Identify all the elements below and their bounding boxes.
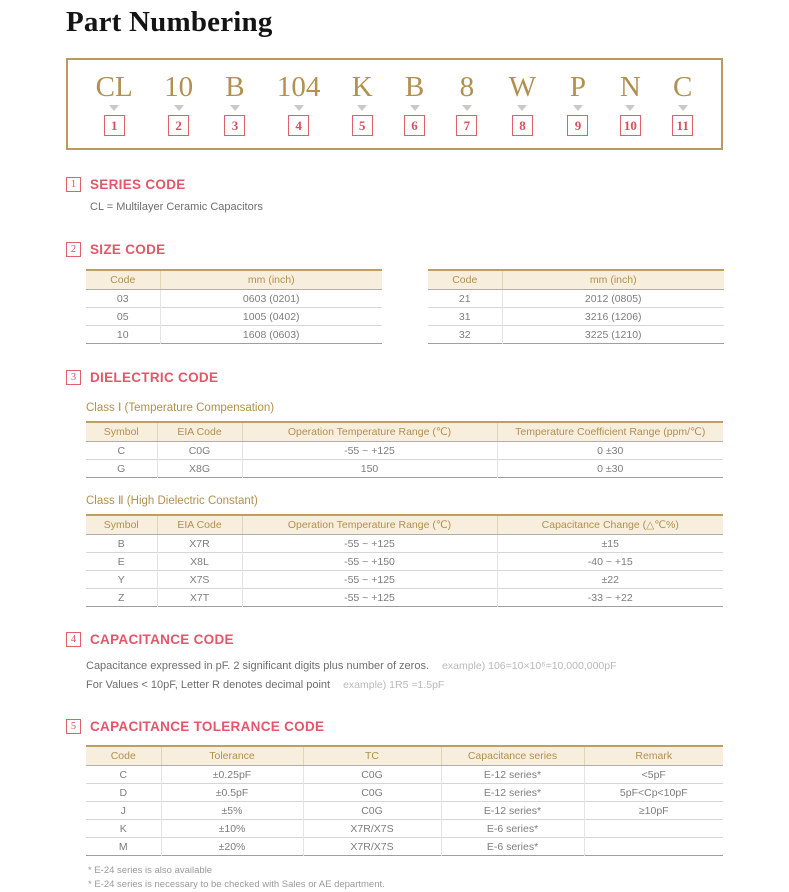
table-row	[86, 535, 723, 553]
table-header-cell: mm (inch)	[502, 270, 724, 290]
part-number-segment	[456, 72, 477, 136]
table-header-row	[86, 270, 382, 290]
table-header-cell: Capacitance series	[441, 746, 584, 766]
section-number-badge: 4	[66, 632, 81, 647]
arrow-down-icon	[357, 105, 367, 111]
digit-position-badge: 1	[104, 115, 125, 136]
capacitance-description-line1	[86, 660, 723, 672]
section-number-badge: 2	[66, 242, 81, 257]
example-text: example) 106=10×10⁶=10,000,000pF	[442, 660, 617, 673]
table-cell: -55 ~ +125	[242, 571, 497, 589]
table-cell: C0G	[303, 784, 441, 802]
table-cell: 2012 (0805)	[502, 290, 724, 308]
table-header-cell: Code	[428, 270, 502, 290]
size-code-tables	[86, 269, 723, 344]
arrow-down-icon	[109, 105, 119, 111]
table-row	[86, 326, 382, 344]
size-code-table-right	[428, 269, 724, 344]
table-cell: ±5%	[161, 802, 303, 820]
section-title: SERIES CODE	[90, 177, 186, 193]
table-cell: 5pF<Cp<10pF	[584, 784, 723, 802]
table-cell: E-12 series*	[441, 802, 584, 820]
table-header-cell: mm (inch)	[160, 270, 382, 290]
class2-label: Class Ⅱ (High Dielectric Constant)	[86, 495, 258, 508]
table-header-cell: TC	[303, 746, 441, 766]
table-cell: 05	[86, 308, 160, 326]
section-number-badge: 3	[66, 370, 81, 385]
table-cell: 0 ±30	[497, 442, 723, 460]
table-cell: -55 ~ +125	[242, 442, 497, 460]
table-cell: ≥10pF	[584, 802, 723, 820]
part-code: C	[673, 71, 693, 104]
section-tolerance-heading	[66, 719, 723, 734]
table-row	[86, 589, 723, 607]
table-cell	[584, 838, 723, 856]
part-number-diagram	[66, 58, 723, 150]
table-row	[86, 820, 723, 838]
table-header-cell: Operation Temperature Range (℃)	[242, 515, 497, 535]
section-dielectric-heading	[66, 370, 723, 385]
table-header-row	[86, 746, 723, 766]
table-cell: -55 ~ +125	[242, 589, 497, 607]
series-description: CL = Multilayer Ceramic Capacitors	[90, 201, 263, 214]
arrow-down-icon	[517, 105, 527, 111]
section-capacitance-heading	[66, 632, 723, 647]
table-row	[86, 290, 382, 308]
footnotes	[88, 864, 723, 892]
table-cell: X7S	[157, 571, 242, 589]
arrow-down-icon	[410, 105, 420, 111]
tolerance-table	[86, 745, 723, 856]
dielectric-class2-table	[86, 514, 723, 607]
table-header-cell: EIA Code	[157, 422, 242, 442]
part-code: 8	[459, 71, 475, 104]
digit-position-badge: 4	[288, 115, 309, 136]
table-cell: C	[117, 444, 126, 457]
table-header-row	[428, 270, 724, 290]
table-cell: -33 ~ +22	[497, 589, 723, 607]
table-cell: 1005 (0402)	[160, 308, 382, 326]
table-cell: X8L	[157, 553, 242, 571]
table-row	[86, 308, 382, 326]
table-cell: 32	[428, 326, 502, 344]
part-number-segment	[509, 72, 536, 136]
part-code: 10	[164, 71, 194, 104]
part-number-segment	[352, 72, 373, 136]
table-cell: ±0.5pF	[161, 784, 303, 802]
part-number-segment	[404, 72, 425, 136]
table-cell: C0G	[303, 766, 441, 784]
section-size-heading	[66, 242, 723, 257]
table-row	[86, 838, 723, 856]
table-cell: 21	[458, 292, 471, 305]
table-cell: C	[119, 768, 128, 781]
arrow-down-icon	[573, 105, 583, 111]
section-number-badge: 1	[66, 177, 81, 192]
part-code: P	[569, 71, 587, 104]
capacitance-rule-text: Capacitance expressed in pF. 2 significant digits plus number of zeros.	[86, 660, 430, 673]
table-cell: 150	[242, 460, 497, 478]
capacitance-description-line2	[86, 679, 723, 691]
table-cell: 10	[86, 326, 160, 344]
table-cell: E-6 series*	[441, 838, 584, 856]
part-number-segment	[224, 72, 245, 136]
table-header-cell: Symbol	[86, 422, 157, 442]
part-number-segment	[672, 72, 693, 136]
table-cell: E-6 series*	[441, 820, 584, 838]
table-cell: 3225 (1210)	[502, 326, 724, 344]
example-text: example) 1R5 =1.5pF	[343, 679, 445, 692]
table-cell: -40 ~ +15	[497, 553, 723, 571]
capacitance-rule-text: For Values < 10pF, Letter R denotes decimal point	[86, 679, 331, 692]
table-cell: X7R	[157, 535, 242, 553]
table-cell: 0 ±30	[497, 460, 723, 478]
part-number-segment	[567, 72, 588, 136]
dielectric-class1-table	[86, 421, 723, 478]
section-title: CAPACITANCE TOLERANCE CODE	[90, 719, 325, 735]
digit-position-badge: 5	[352, 115, 373, 136]
table-cell: X7R/X7S	[303, 820, 441, 838]
table-cell: ±22	[497, 571, 723, 589]
section-number-badge: 5	[66, 719, 81, 734]
arrow-down-icon	[230, 105, 240, 111]
table-cell: C0G	[303, 802, 441, 820]
digit-position-badge: 11	[672, 115, 693, 136]
table-cell: B	[117, 537, 125, 550]
table-header-cell: Temperature Coefficient Range (ppm/℃)	[497, 422, 723, 442]
table-cell: ±20%	[161, 838, 303, 856]
table-row	[86, 784, 723, 802]
size-code-table-left	[86, 269, 382, 344]
section-series-heading	[66, 177, 723, 192]
arrow-down-icon	[294, 105, 304, 111]
section-title: SIZE CODE	[90, 242, 166, 258]
table-row	[86, 553, 723, 571]
table-cell: M	[86, 838, 161, 856]
table-row	[428, 326, 724, 344]
table-cell: Z	[86, 589, 157, 607]
section-title: DIELECTRIC CODE	[90, 370, 219, 386]
table-header-cell: Tolerance	[161, 746, 303, 766]
table-row	[86, 442, 723, 460]
arrow-down-icon	[678, 105, 688, 111]
footnote: * E-24 series is necessary to be checked with Sales or AE department.	[88, 879, 385, 891]
part-number-segment	[96, 72, 133, 136]
table-header-cell: Code	[86, 746, 161, 766]
table-cell: E-12 series*	[441, 784, 584, 802]
table-cell: K	[86, 820, 161, 838]
table-cell: ±15	[497, 535, 723, 553]
table-header-cell: Capacitance Change (△℃%)	[497, 515, 723, 535]
table-cell: -55 ~ +150	[242, 553, 497, 571]
table-header-cell: Symbol	[86, 515, 157, 535]
table-cell	[584, 820, 723, 838]
digit-position-badge: 2	[168, 115, 189, 136]
digit-position-badge: 3	[224, 115, 245, 136]
table-cell: J	[86, 802, 161, 820]
table-cell: 31	[428, 308, 502, 326]
footnote: * E-24 series is also available	[88, 865, 213, 877]
page-title: Part Numbering	[66, 6, 273, 38]
table-header-cell: EIA Code	[157, 515, 242, 535]
arrow-down-icon	[462, 105, 472, 111]
table-cell: 0603 (0201)	[160, 290, 382, 308]
table-cell: X7R/X7S	[303, 838, 441, 856]
part-number-segment	[277, 72, 321, 136]
table-cell: 03	[116, 292, 129, 305]
digit-position-badge: 6	[404, 115, 425, 136]
class1-label: Class Ⅰ (Temperature Compensation)	[86, 402, 275, 415]
table-header-cell: Remark	[584, 746, 723, 766]
table-row	[86, 766, 723, 784]
part-code: N	[619, 71, 641, 104]
table-cell: ±0.25pF	[161, 766, 303, 784]
table-row	[86, 460, 723, 478]
table-cell: D	[86, 784, 161, 802]
table-header-row	[86, 422, 723, 442]
part-number-segment	[164, 72, 193, 136]
table-row	[86, 571, 723, 589]
table-cell: ±10%	[161, 820, 303, 838]
digit-position-badge: 10	[620, 115, 641, 136]
table-cell: E-12 series*	[441, 766, 584, 784]
table-header-cell: Operation Temperature Range (℃)	[242, 422, 497, 442]
table-cell: <5pF	[584, 766, 723, 784]
section-title: CAPACITANCE CODE	[90, 632, 234, 648]
part-code: 104	[276, 71, 321, 104]
table-header-cell: Code	[86, 270, 160, 290]
digit-position-badge: 8	[512, 115, 533, 136]
table-row	[428, 290, 724, 308]
arrow-down-icon	[174, 105, 184, 111]
part-code: B	[404, 71, 425, 104]
digit-position-badge: 7	[456, 115, 477, 136]
part-code: CL	[95, 71, 133, 104]
table-row	[86, 802, 723, 820]
table-header-row	[86, 515, 723, 535]
table-cell: C0G	[157, 442, 242, 460]
digit-position-badge: 9	[567, 115, 588, 136]
table-cell: Y	[86, 571, 157, 589]
table-row	[428, 308, 724, 326]
table-cell: -55 ~ +125	[242, 535, 497, 553]
part-code: W	[508, 71, 537, 104]
part-code: K	[351, 71, 373, 104]
table-cell: 1608 (0603)	[160, 326, 382, 344]
arrow-down-icon	[625, 105, 635, 111]
table-cell: G	[86, 460, 157, 478]
table-cell: X8G	[157, 460, 242, 478]
table-cell: E	[86, 553, 157, 571]
table-cell: 3216 (1206)	[502, 308, 724, 326]
part-code: B	[225, 71, 245, 104]
table-cell: X7T	[157, 589, 242, 607]
part-number-segment	[620, 72, 641, 136]
